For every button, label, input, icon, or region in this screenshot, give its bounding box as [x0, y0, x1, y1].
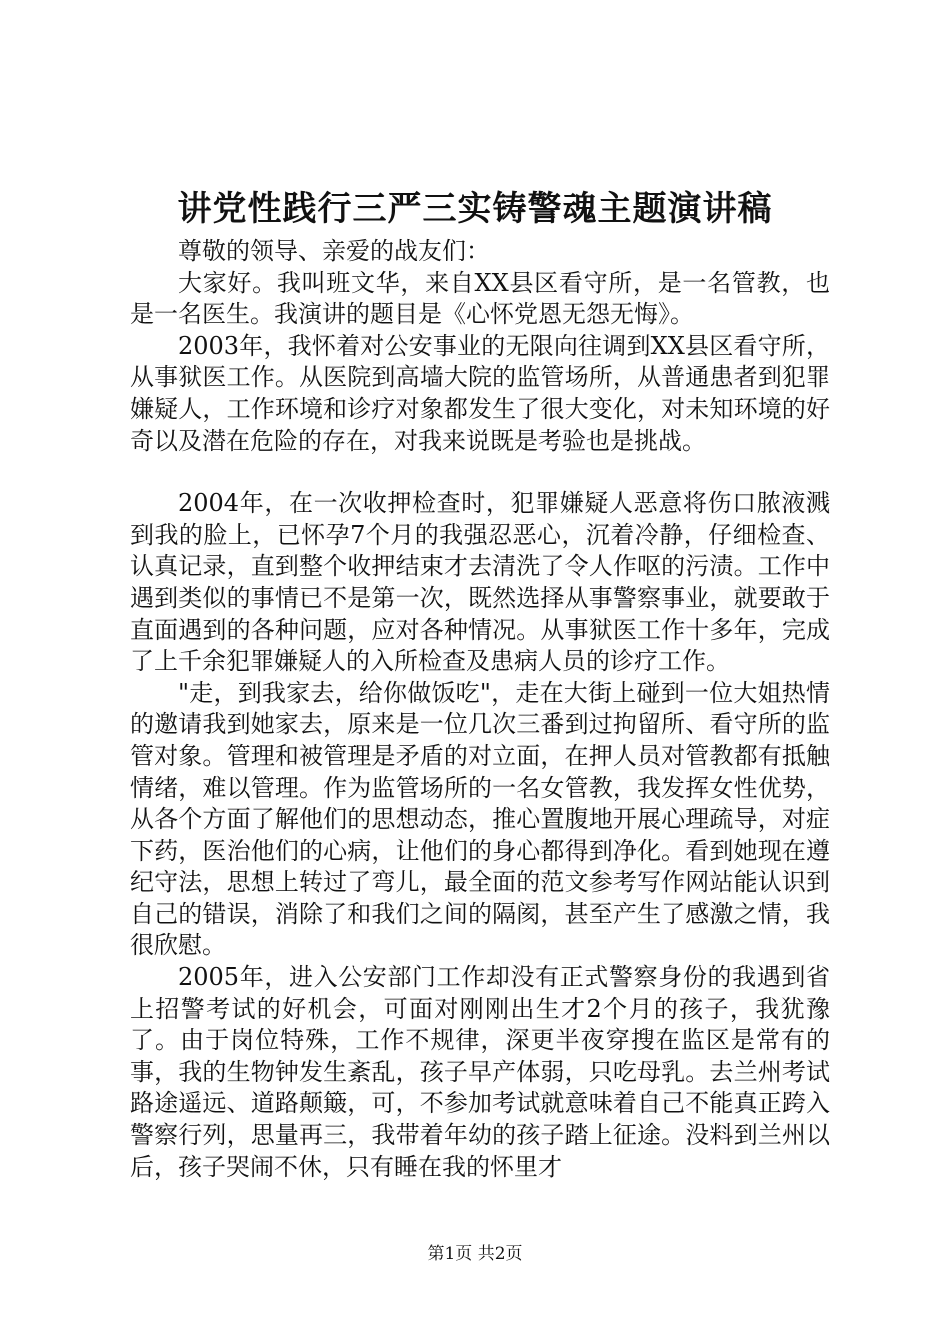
page-number-footer: 第1页 共2页	[427, 1244, 523, 1264]
body-paragraph: 2004年，在一次收押检查时，犯罪嫌疑人恶意将伤口脓液溅到我的脸上，已怀孕7个月的我强忍恶心，沉着冷静，仔细检查、认真记录，直到整个收押结束才去清洗了令人作呕的污渍。工作中遇到类似的事情已不是第一次，既然选择从事警察事业，就要敢于直面遇到的各种问题，应对各种情况。从事狱医工作十多年，完成了上千余犯罪嫌疑人的入所检查及患病人员的诊疗工作。	[130, 489, 830, 676]
document-body	[130, 236, 830, 1183]
body-paragraph: "走，到我家去，给你做饭吃"，走在大街上碰到一位大姐热情的邀请我到她家去，原来是一位几次三番到过拘留所、看守所的监管对象。管理和被管理是矛盾的对立面，在押人员对管教都有抵触情绪，难以管理。作为监管场所的一名女管教，我发挥女性优势，从各个方面了解他们的思想动态，推心置腹地开展心理疏导，对症下药，医治他们的心病，让他们的身心都得到净化。看到她现在遵纪守法，思想上转过了弯儿，最全面的范文参考写作网站能认识到自己的错误，消除了和我们之间的隔阂，甚至产生了感激之情，我很欣慰。	[130, 678, 830, 960]
body-paragraph: 大家好。我叫班文华，来自XX县区看守所，是一名管教，也是一名医生。我演讲的题目是《心怀党恩无怨无悔》。	[130, 268, 830, 329]
salutation-paragraph: 尊敬的领导、亲爱的战友们：	[178, 237, 490, 265]
document-title: 讲党性践行三严三实铸警魂主题演讲稿	[177, 189, 773, 229]
body-paragraph: 2003年，我怀着对公安事业的无限向往调到XX县区看守所，从事狱医工作。从医院到高墙大院的监管场所，从普通患者到犯罪嫌疑人，工作环境和诊疗对象都发生了很大变化，对未知环境的好奇以及潜在危险的存在，对我来说既是考验也是挑战。	[130, 331, 830, 455]
body-paragraph: 2005年，进入公安部门工作却没有正式警察身份的我遇到省上招警考试的好机会，可面对刚刚出生才2个月的孩子，我犹豫了。由于岗位特殊，工作不规律，深更半夜穿搜在监区是常有的事，我的生物钟发生紊乱，孩子早产体弱，只吃母乳。去兰州考试路途遥远、道路颠簸，可，不参加考试就意味着自己不能真正跨入警察行列，思量再三，我带着年幼的孩子踏上征途。没料到兰州以后，孩子哭闹不休，只有睡在我的怀里才	[130, 963, 830, 1181]
